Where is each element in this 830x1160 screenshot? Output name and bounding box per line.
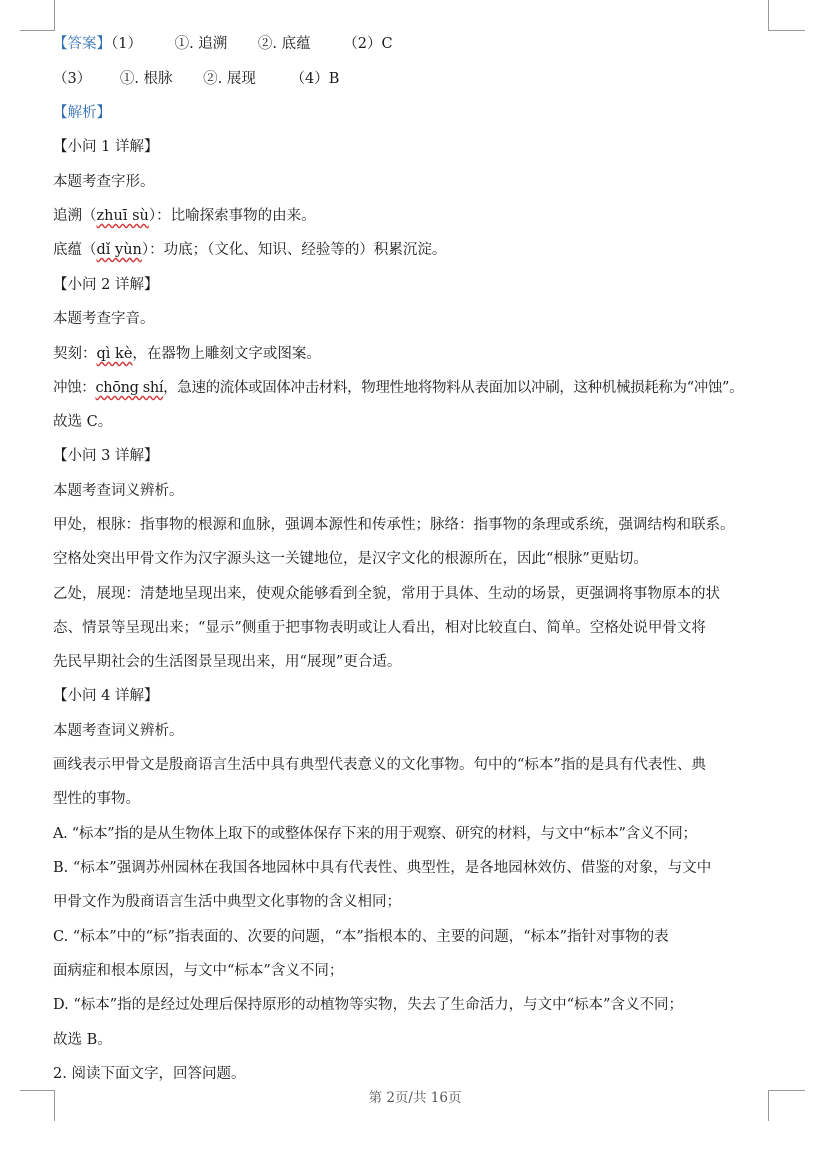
answer-line-2 <box>53 69 790 89</box>
section-3-line-3: 空格处突出甲骨文作为汉字源头这一关键地位，是汉字文化的根源所在，因此“根脉”更贴切。 <box>53 551 648 567</box>
pinyin-text: chōng shí <box>95 380 164 396</box>
option-c-line-2: 面病症和根本原因，与文中“标本”含义不同； <box>53 963 344 979</box>
answer-line-1 <box>53 34 790 54</box>
option-c-line-1: C. “标本”中的“标”指表面的、次要的问题，“本”指根本的、主要的问题，“标本”指针对事物的表 <box>53 929 669 945</box>
crop-mark-top-right <box>768 0 805 31</box>
section-1-line-3: 底蕴（dǐ yùn）：功底；（文化、知识、经验等的）积累沉淀。 <box>53 242 447 258</box>
answer-q1: （1） <box>111 36 142 52</box>
section-3-line-1: 本题考查词义辨析。 <box>53 483 184 499</box>
section-3-line-6: 先民早期社会的生活图景呈现出来，用“展现”更合适。 <box>53 654 402 670</box>
page-number: 第 2页/共 16页 <box>368 1090 462 1106</box>
option-b-line-1: B. “标本”强调苏州园林在我国各地园林中具有代表性、典型性，是各地园林效仿、借鉴的对象，与文中 <box>53 860 712 876</box>
crop-mark-top-left <box>20 0 55 31</box>
answer-q3-b: ②. 展现 <box>203 71 256 87</box>
section-3-line-2: 甲处，根脉：指事物的根源和血脉，强调本源性和传承性；脉络：指事物的条理或系统，强调结构和联系。 <box>53 517 735 533</box>
pinyin-text: qì kè <box>96 346 133 362</box>
section-3-line-4: 乙处，展现：清楚地呈现出来，使观众能够看到全貌，常用于具体、生动的场景，更强调将事物原本的状 <box>53 586 720 602</box>
analysis-tag: 【解析】 <box>53 105 111 121</box>
answer-tag: 【答案】 <box>53 36 111 52</box>
section-4-line-1: 本题考查词义辨析。 <box>53 723 184 739</box>
pinyin-text: zhuī sù <box>96 208 149 224</box>
section-4-line-3: 型性的事物。 <box>53 791 140 807</box>
option-a: A. “标本”指的是从生物体上取下的或整体保存下来的用于观察、研究的材料，与文中“标本”含义不同； <box>53 826 697 842</box>
answer-q3-a: ①. 根脉 <box>119 71 173 87</box>
section-4-conclusion: 故选 B。 <box>53 1032 112 1048</box>
answer-q4: （4）B <box>290 71 340 87</box>
answer-q1-b: ②. 底蕴 <box>257 36 311 52</box>
section-1-line-1: 本题考查字形。 <box>53 174 155 190</box>
option-b-line-2: 甲骨文作为殷商语言生活中典型文化事物的含义相同； <box>53 894 401 910</box>
option-d: D. “标本”指的是经过处理后保持原形的动植物等实物，失去了生命活力，与文中“标本”含义不同； <box>53 997 683 1013</box>
section-4-header: 【小问 4 详解】 <box>53 688 159 704</box>
section-1-header: 【小问 1 详解】 <box>53 139 159 155</box>
pinyin-text: dǐ yùn <box>96 242 142 258</box>
answer-q3: （3） <box>53 71 92 87</box>
section-2-line-4: 故选 C。 <box>53 414 113 430</box>
section-3-header: 【小问 3 详解】 <box>53 448 159 464</box>
section-2-line-3: 冲蚀：chōng shí，急速的流体或固体冲击材料，物理性地将物料从表面加以冲刷，这种机械损耗称为“冲蚀”。 <box>53 380 744 396</box>
section-4-line-2: 画线表示甲骨文是殷商语言生活中具有典型代表意义的文化事物。句中的“标本”指的是具有代表性、典 <box>53 757 706 773</box>
next-question: 2. 阅读下面文字，回答问题。 <box>53 1066 246 1082</box>
section-1-line-2: 追溯（zhuī sù）：比喻探索事物的由来。 <box>53 208 316 224</box>
section-2-line-1: 本题考查字音。 <box>53 311 155 327</box>
section-2-header: 【小问 2 详解】 <box>53 277 159 293</box>
section-3-line-5: 态、情景等呈现出来；“显示”侧重于把事物表明或让人看出，相对比较直白、简单。空格处说甲骨文将 <box>53 620 706 636</box>
answer-q2: （2）C <box>343 36 393 52</box>
answer-q1-a: ①. 追溯 <box>174 36 228 52</box>
section-2-line-2: 契刻：qì kè，在器物上雕刻文字或图案。 <box>53 346 321 362</box>
